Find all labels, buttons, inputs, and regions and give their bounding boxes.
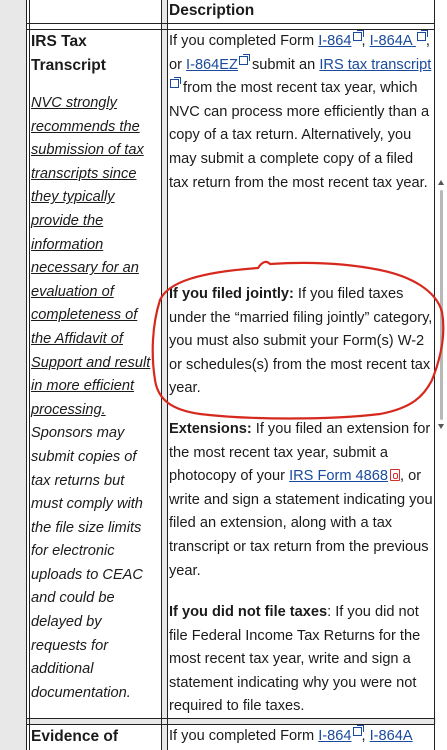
scrollbar-thumb[interactable]: [440, 190, 443, 420]
external-link-icon: [353, 32, 362, 41]
external-link-icon: [170, 79, 179, 88]
description-cell: [169, 30, 433, 195]
header-bottom-border: [26, 23, 435, 24]
scroll-down-arrow[interactable]: [438, 424, 444, 429]
external-link-icon: [353, 727, 362, 736]
cell-border-left-inner: [29, 0, 30, 750]
text: If you completed Form: [169, 33, 319, 49]
row2-description: [169, 725, 433, 749]
nvc-recommendation-text: NVC strongly recommends the submission of tax transcripts since they typically provide the information necessary for an evaluation of completeness of the Affidavit of Support and result in more efficient processing.: [31, 95, 151, 418]
filed-jointly-heading: If you filed jointly:: [169, 286, 294, 302]
left-gray-margin: [0, 0, 26, 750]
extensions-text: If you filed an extension for the most recent tax year, submit a photocopy of your: [169, 421, 431, 485]
text: ,: [361, 33, 370, 49]
text: from the most recent tax year, which NVC can process more efficiently than a copy of a tax return. Alternatively, you may submit a complete copy of a filed tax return from the most recent tax year.: [169, 80, 430, 191]
filed-jointly-text: If you filed taxes under the “married filing jointly” category, you must also submit your Form(s) W-2 or schedules(s) from the most recent tax year.: [169, 286, 433, 397]
sponsors-note-text: Sponsors may submit copies of tax returns but must comply with the file size limits for electronic uploads to CEAC and could be delayed by requests for additional documentation.: [31, 425, 143, 701]
extensions-text-2: , or write and sign a statement indicating you filed an extension, along with a tax transcript or tax return from the previous year.: [169, 468, 433, 579]
text: , or: [169, 33, 430, 73]
cell-border-mid-2: [167, 0, 168, 750]
text: ,: [361, 728, 370, 744]
paragraph-filed-jointly: [169, 283, 433, 401]
link-irs-tax-transcript[interactable]: IRS tax transcript: [169, 57, 431, 97]
text: If you completed Form: [169, 728, 319, 744]
link-i-864[interactable]: I-864: [318, 33, 361, 49]
pdf-icon: [390, 469, 400, 481]
row-title-text: IRS Tax Transcript: [31, 33, 106, 74]
table-border-right: [434, 0, 435, 750]
text: submit an: [247, 56, 320, 73]
link-irs-form-4868[interactable]: IRS Form 4868: [289, 468, 400, 484]
paragraph-forms: [169, 30, 433, 195]
link-i-864a[interactable]: I-864A: [370, 33, 426, 49]
did-not-file-text: : If you did not file Federal Income Tax Returns for the most recent tax year, write and sign a statement indicating why you were not required to file taxes.: [169, 604, 421, 715]
row-title-evidence-of: Evidence of: [31, 728, 118, 745]
column-header-description: Description: [169, 2, 255, 19]
cell-border-mid-1: [161, 0, 162, 750]
paragraph-extensions: [169, 418, 433, 583]
link-i-864a-row2[interactable]: I-864A: [369, 728, 413, 744]
paragraph-did-not-file: [169, 601, 433, 719]
external-link-icon: [417, 32, 426, 41]
did-not-file-heading: If you did not file taxes: [169, 604, 328, 620]
extensions-heading: Extensions:: [169, 421, 252, 437]
link-i-864-row2[interactable]: I-864: [318, 728, 361, 744]
link-i-864ez[interactable]: I-864EZ: [186, 57, 248, 73]
irs-transcript-note: [31, 92, 159, 705]
external-link-icon: [239, 56, 248, 65]
row-title-irs-tax-transcript: [31, 30, 159, 77]
scroll-up-arrow[interactable]: [438, 180, 444, 185]
table-border-left: [26, 0, 27, 750]
